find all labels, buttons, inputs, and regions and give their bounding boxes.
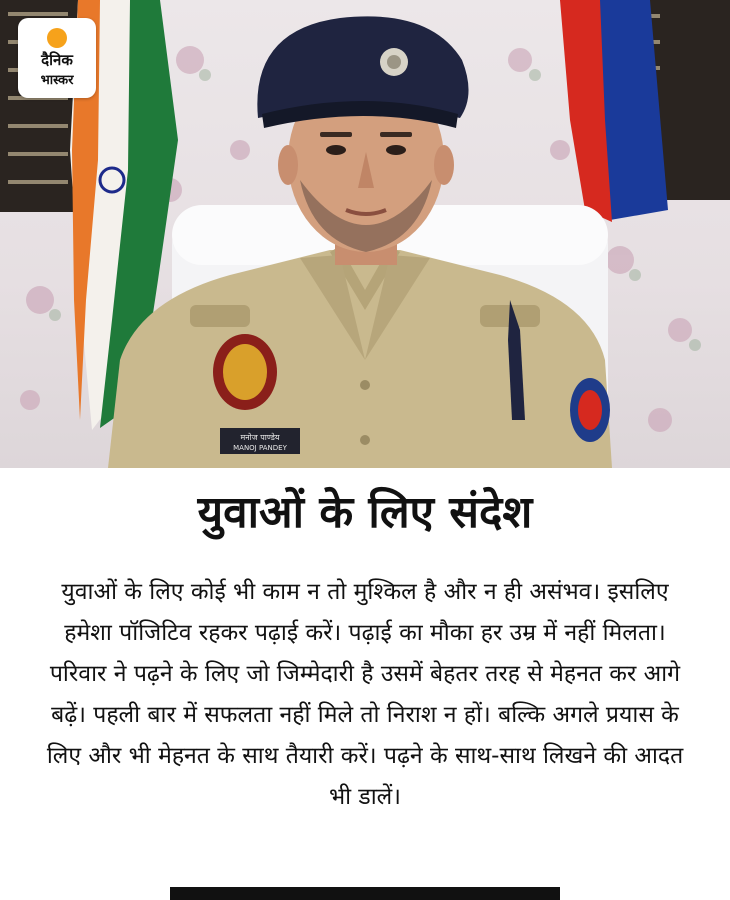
name-plate-english: MANOJ PANDEY <box>233 444 287 452</box>
bottom-divider <box>170 887 560 900</box>
logo-line-1: दैनिक <box>41 51 73 69</box>
dainik-bhaskar-logo <box>18 18 96 98</box>
headline: युवाओं के लिए संदेश <box>197 487 533 538</box>
logo-line-2: भास्कर <box>40 73 74 88</box>
name-plate-hindi: मनोज पाण्डेय <box>240 433 280 442</box>
message-text: युवाओं के लिए कोई भी काम न तो मुश्किल है और न ही असंभव। इसलिए हमेशा पॉजिटिव रहकर पढ़ाई करें। पढ़ाई का मौका हर उम्र में नहीं मिलता। परिवार ने पढ़ने के लिए जो जिम्मेदारी है उसमें बेहतर तरह से मेहनत कर आगे बढ़ें। पहली बार में सफलता नहीं मिले तो निराश न हों। बल्कि अगले प्रयास के लिए और भी मेहनत के साथ तैयारी करें। पढ़ने के साथ-साथ लिखने की आदत भी डालें। <box>46 579 684 810</box>
sun-icon <box>47 28 67 48</box>
